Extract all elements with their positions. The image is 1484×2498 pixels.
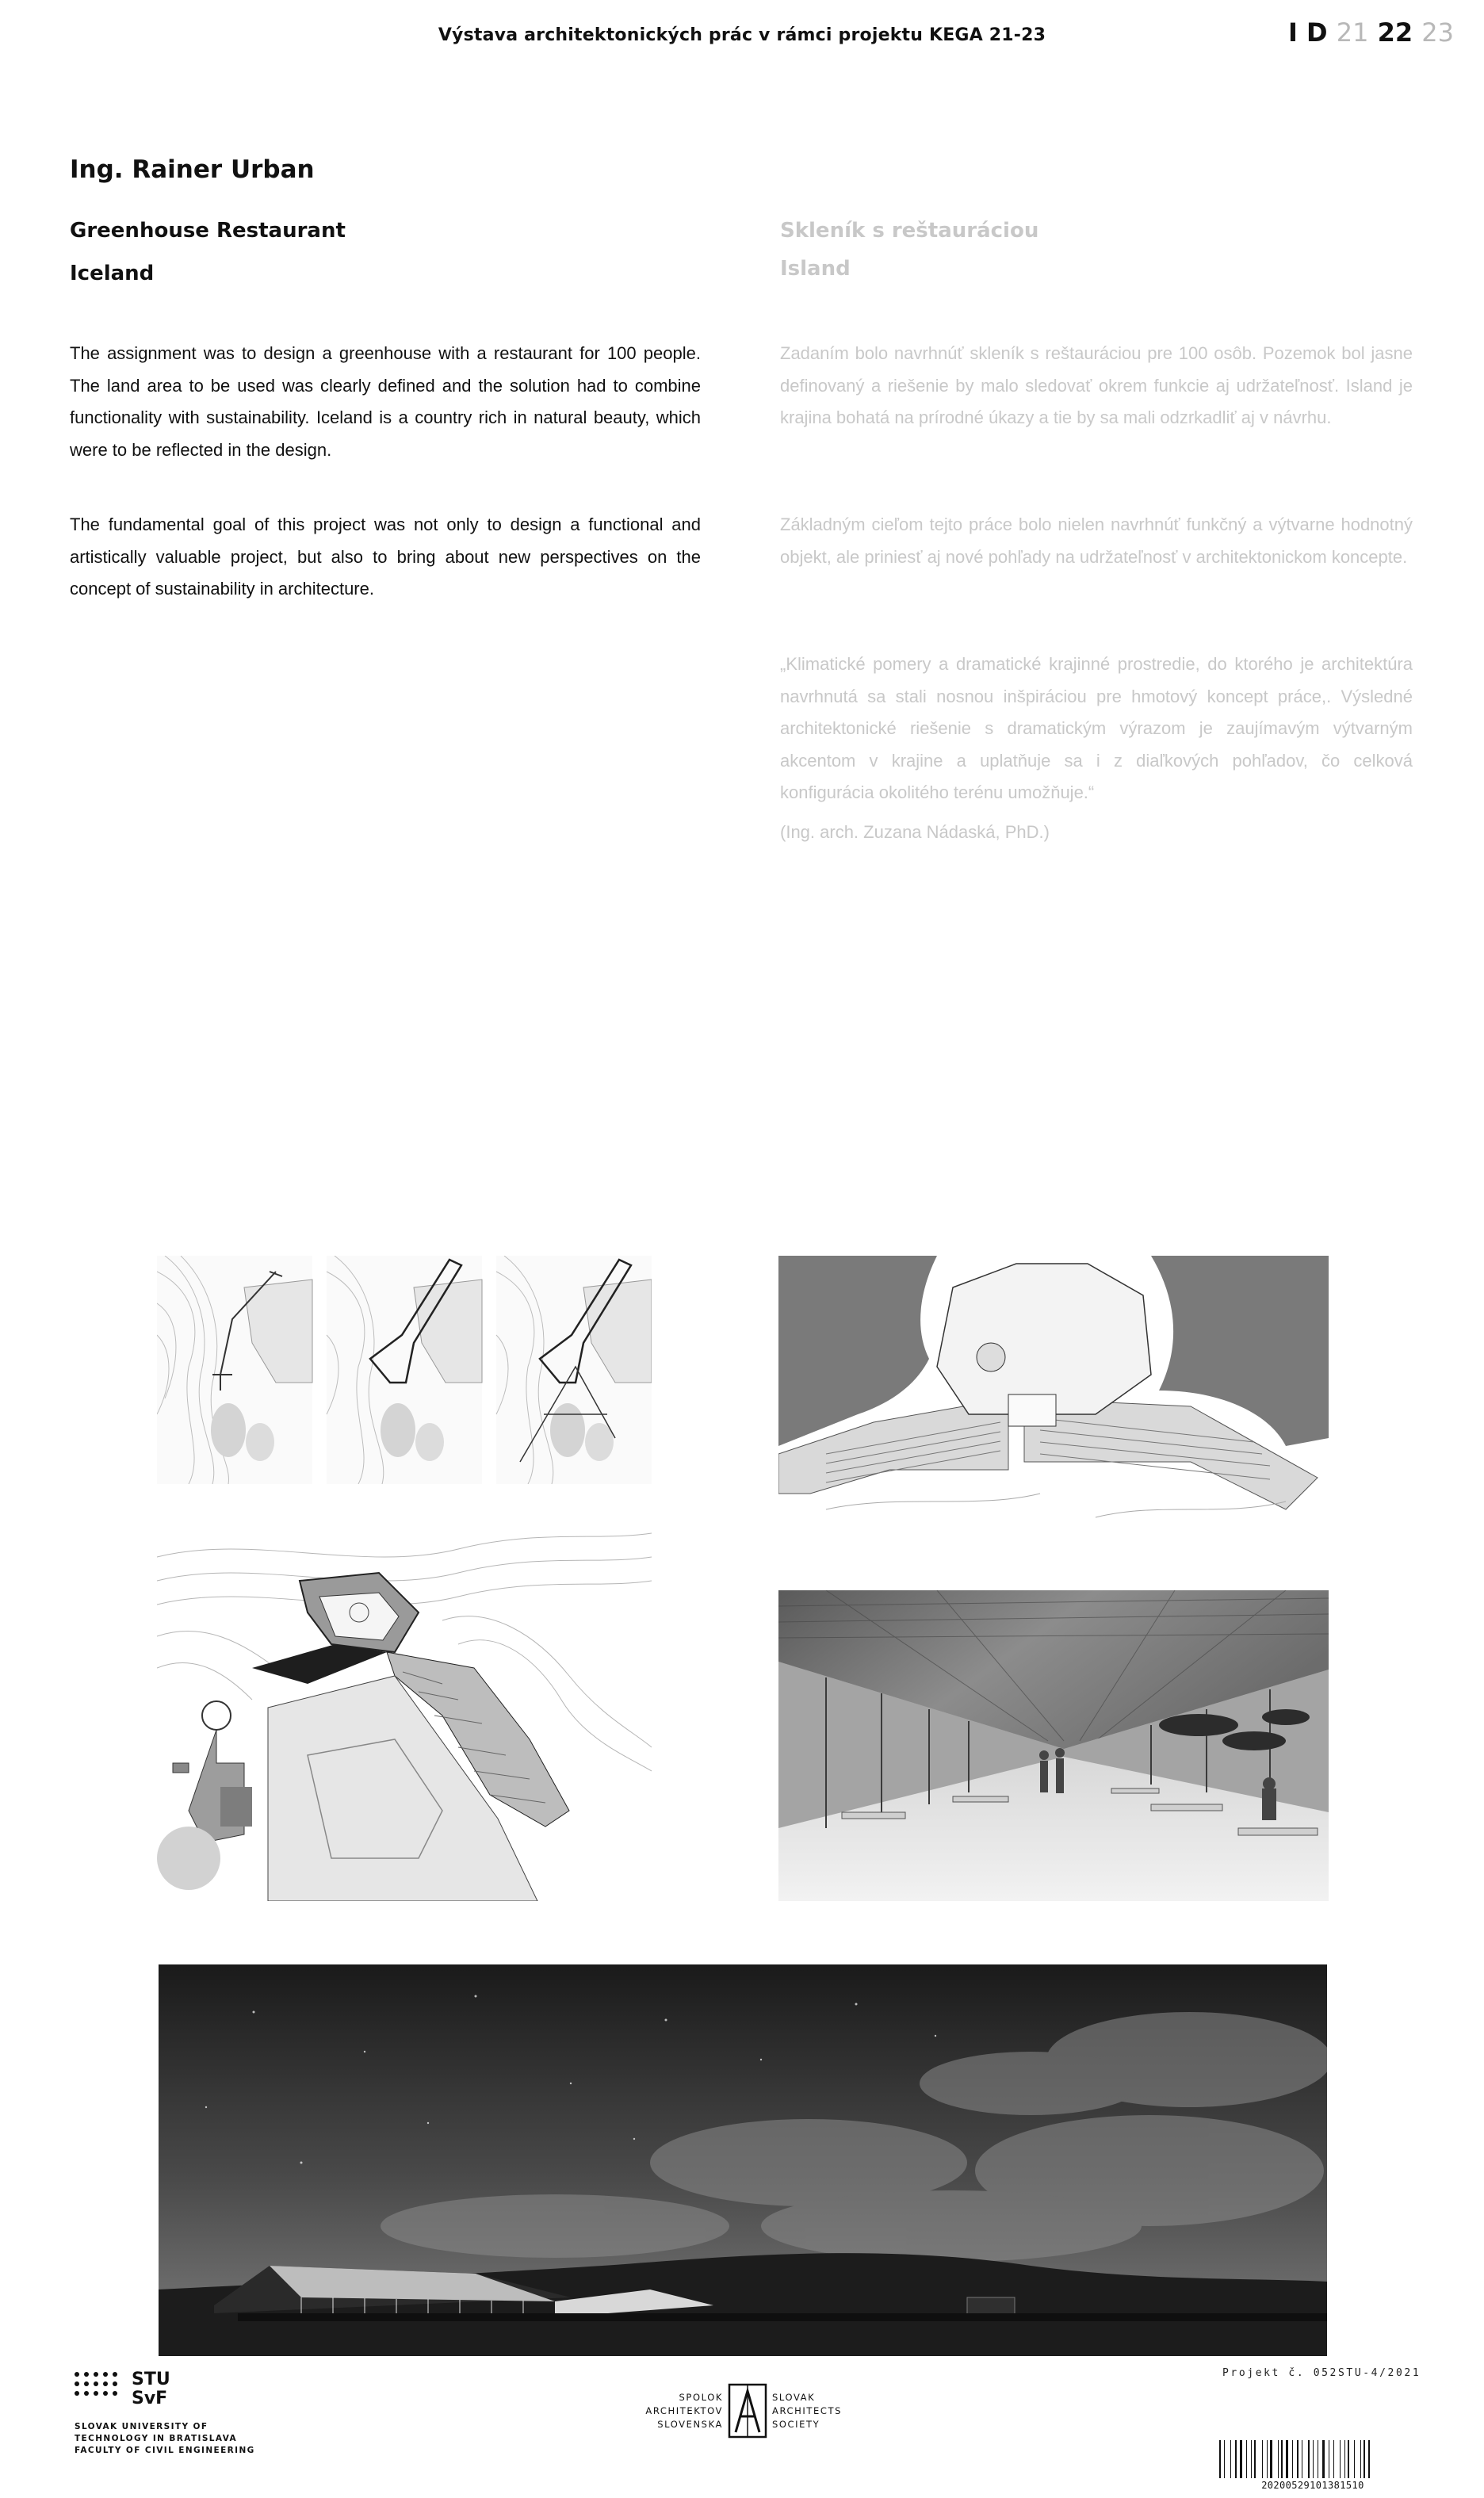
country-en: Iceland [70,262,155,285]
page-id-prefix: I D [1288,17,1328,48]
stu-mark-line2: SvF [132,2389,168,2408]
critic-quote: „Klimatické pomery a dramatické krajinné prostredie, do ktorého je architektúra navrhnutá sa stali nosnou inšpiráciou pre hmotový koncept práce,. Výsledné architektonické riešenie s dramatickým výrazom je zaujímavým výtvarným akcentom v krajine a uplatňuje sa i z diaľkových pohľadov, čo celková konfigurácia okolitého terénu umožňuje.“ [780,654,1413,802]
critic-quote-author: (Ing. arch. Zuzana Nádaská, PhD.) [780,822,1050,842]
project-title-en: Greenhouse Restaurant [70,219,346,243]
description-sk-2: Základným cieľom tejto práce bolo nielen navrhnúť funkčný a výtvarne hodnotný objekt, ale priniesť aj nové pohľady na udržateľnosť v architektonickom koncepte. [780,515,1413,567]
page-id [1288,17,1454,48]
project-title-sk: Skleník s reštauráciou [780,219,1039,243]
site-concept-diagrams [157,1256,652,1484]
page-id-current: 22 [1377,17,1413,48]
stu-line-3: FACULTY OF CIVIL ENGINEERING [75,2446,255,2455]
sas-left-2: ARCHITEKTOV [645,2405,723,2416]
stu-faculty-name [75,2421,255,2457]
site-plan [157,1525,652,1901]
author-name: Ing. Rainer Urban [70,155,315,184]
project-number: Projekt č. 052STU-4/2021 [1222,2367,1421,2379]
concept-diagram-2 [327,1256,482,1484]
sas-right-1: SLOVAK [772,2392,816,2403]
sas-left-3: SLOVENSKA [657,2419,723,2430]
sas-name-sk [606,2391,723,2431]
interior-rendering [778,1590,1329,1901]
barcode-number: 20200529101381510 [1261,2480,1364,2491]
concept-diagram-1 [157,1256,312,1484]
sas-right-3: SOCIETY [772,2419,820,2430]
sas-right-2: ARCHITECTS [772,2405,842,2416]
stu-mark-line1: STU [132,2370,170,2389]
stu-line-1: SLOVAK UNIVERSITY OF [75,2422,208,2431]
stu-dots-icon [75,2372,117,2404]
description-en-2: The fundamental goal of this project was not only to design a functional and artistically valuable project, but also to bring about new perspectives on the concept of sustainability in architecture. [70,515,701,599]
floor-plan [778,1256,1329,1552]
sas-left-1: SPOLOK [679,2392,723,2403]
sas-logo-icon [728,2383,767,2442]
sas-name-en [772,2391,899,2431]
page-id-prev: 21 [1336,17,1369,48]
night-panorama-rendering [159,1964,1327,2356]
country-sk: Island [780,257,851,281]
stu-line-2: TECHNOLOGY IN BRATISLAVA [75,2434,238,2443]
header-title: Výstava architektonických prác v rámci projektu KEGA 21-23 [438,25,1046,45]
description-en-1: The assignment was to design a greenhouse with a restaurant for 100 people. The land area to be used was clearly defined and the solution had to combine functionality with sustainability. Iceland is a country rich in natural beauty, which were to be reflected in the design. [70,343,701,460]
concept-diagram-3 [496,1256,652,1484]
description-sk-1: Zadaním bolo navrhnúť skleník s reštauráciou pre 100 osôb. Pozemok bol jasne definovaný a riešenie by malo sledovať okrem funkcie aj udržateľnosť. Island je krajina bohatá na prírodné úkazy a tie by sa mali odzrkadliť aj v návrhu. [780,343,1413,427]
stu-wordmark [132,2370,170,2408]
page-id-next: 23 [1421,17,1454,48]
barcode-icon [1219,2440,1406,2481]
